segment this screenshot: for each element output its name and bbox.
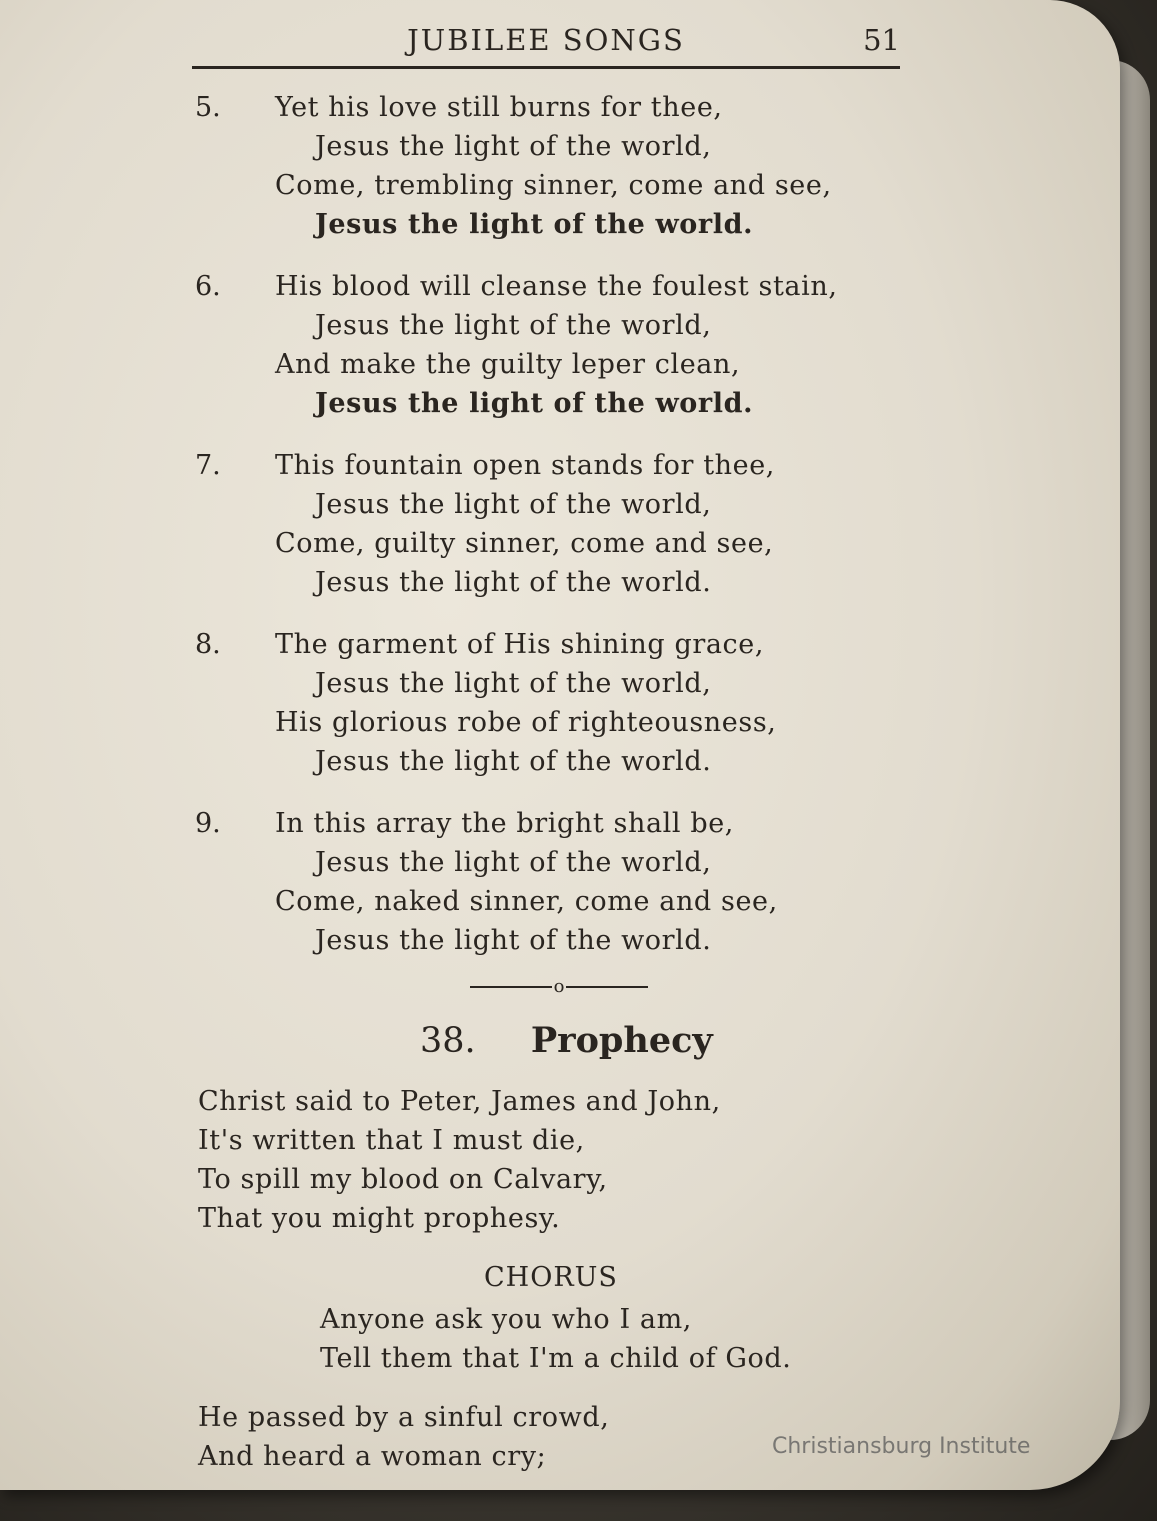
verse-7: [195, 446, 915, 602]
verse-line: Jesus the light of the world.: [315, 567, 712, 598]
chorus-line: Tell them that I'm a child of God.: [320, 1343, 792, 1374]
verse-line: And make the guilty leper clean,: [275, 349, 741, 380]
chorus: [320, 1300, 791, 1378]
verse-line: Jesus the light of the world.: [315, 388, 754, 419]
chorus-line: Anyone ask you who I am,: [320, 1304, 692, 1335]
verse-9: [195, 804, 915, 960]
verse-line: Yet his love still burns for thee,: [275, 92, 723, 123]
verse-5: [195, 88, 915, 244]
stanza-line: It's written that I must die,: [198, 1125, 585, 1156]
verse-line: Jesus the light of the world,: [315, 310, 712, 341]
verse-line: Come, naked sinner, come and see,: [275, 886, 778, 917]
header-title: JUBILEE SONGS: [407, 23, 685, 57]
stanza-line: To spill my blood on Calvary,: [198, 1164, 608, 1195]
watermark: Christiansburg Institute: [772, 1434, 1031, 1459]
verse-line: Jesus the light of the world,: [315, 847, 712, 878]
divider-ornament: o: [553, 976, 565, 997]
stanza-line: That you might prophesy.: [198, 1203, 561, 1234]
verse-line: Jesus the light of the world,: [315, 489, 712, 520]
song-name: Prophecy: [530, 1020, 713, 1061]
song-number: 38.: [420, 1021, 476, 1061]
verse-line: Jesus the light of the world.: [315, 209, 754, 240]
section-divider: [470, 975, 648, 999]
verse-number: 9.: [195, 808, 221, 839]
verse-line: His blood will cleanse the foulest stain,: [275, 271, 838, 302]
verse-number: 7.: [195, 450, 221, 481]
verse-line: His glorious robe of righteousness,: [275, 707, 777, 738]
verse-number: 5.: [195, 92, 221, 123]
chorus-label: CHORUS: [484, 1262, 618, 1293]
verse-line: The garment of His shining grace,: [275, 629, 765, 660]
verse-line: In this array the bright shall be,: [275, 808, 734, 839]
stanza-line: Christ said to Peter, James and John,: [198, 1086, 721, 1117]
page-number: 51: [863, 23, 900, 57]
song-title: [420, 1018, 713, 1064]
verse-line: Come, guilty sinner, come and see,: [275, 528, 774, 559]
stanza-1: [198, 1082, 898, 1238]
divider-rule: [566, 986, 648, 988]
verse-line: Jesus the light of the world.: [315, 746, 712, 777]
verse-line: This fountain open stands for thee,: [275, 450, 775, 481]
verse-line: Come, trembling sinner, come and see,: [275, 170, 832, 201]
verse-8: [195, 625, 915, 781]
verse-6: [195, 267, 915, 423]
verse-number: 8.: [195, 629, 221, 660]
stanza-line: He passed by a sinful crowd,: [198, 1402, 610, 1433]
verse-line: Jesus the light of the world,: [315, 131, 712, 162]
verse-line: Jesus the light of the world.: [315, 925, 712, 956]
running-header: [192, 22, 900, 69]
stanza-line: And heard a woman cry;: [198, 1441, 547, 1472]
verse-number: 6.: [195, 271, 221, 302]
divider-rule: [470, 986, 552, 988]
verse-line: Jesus the light of the world,: [315, 668, 712, 699]
